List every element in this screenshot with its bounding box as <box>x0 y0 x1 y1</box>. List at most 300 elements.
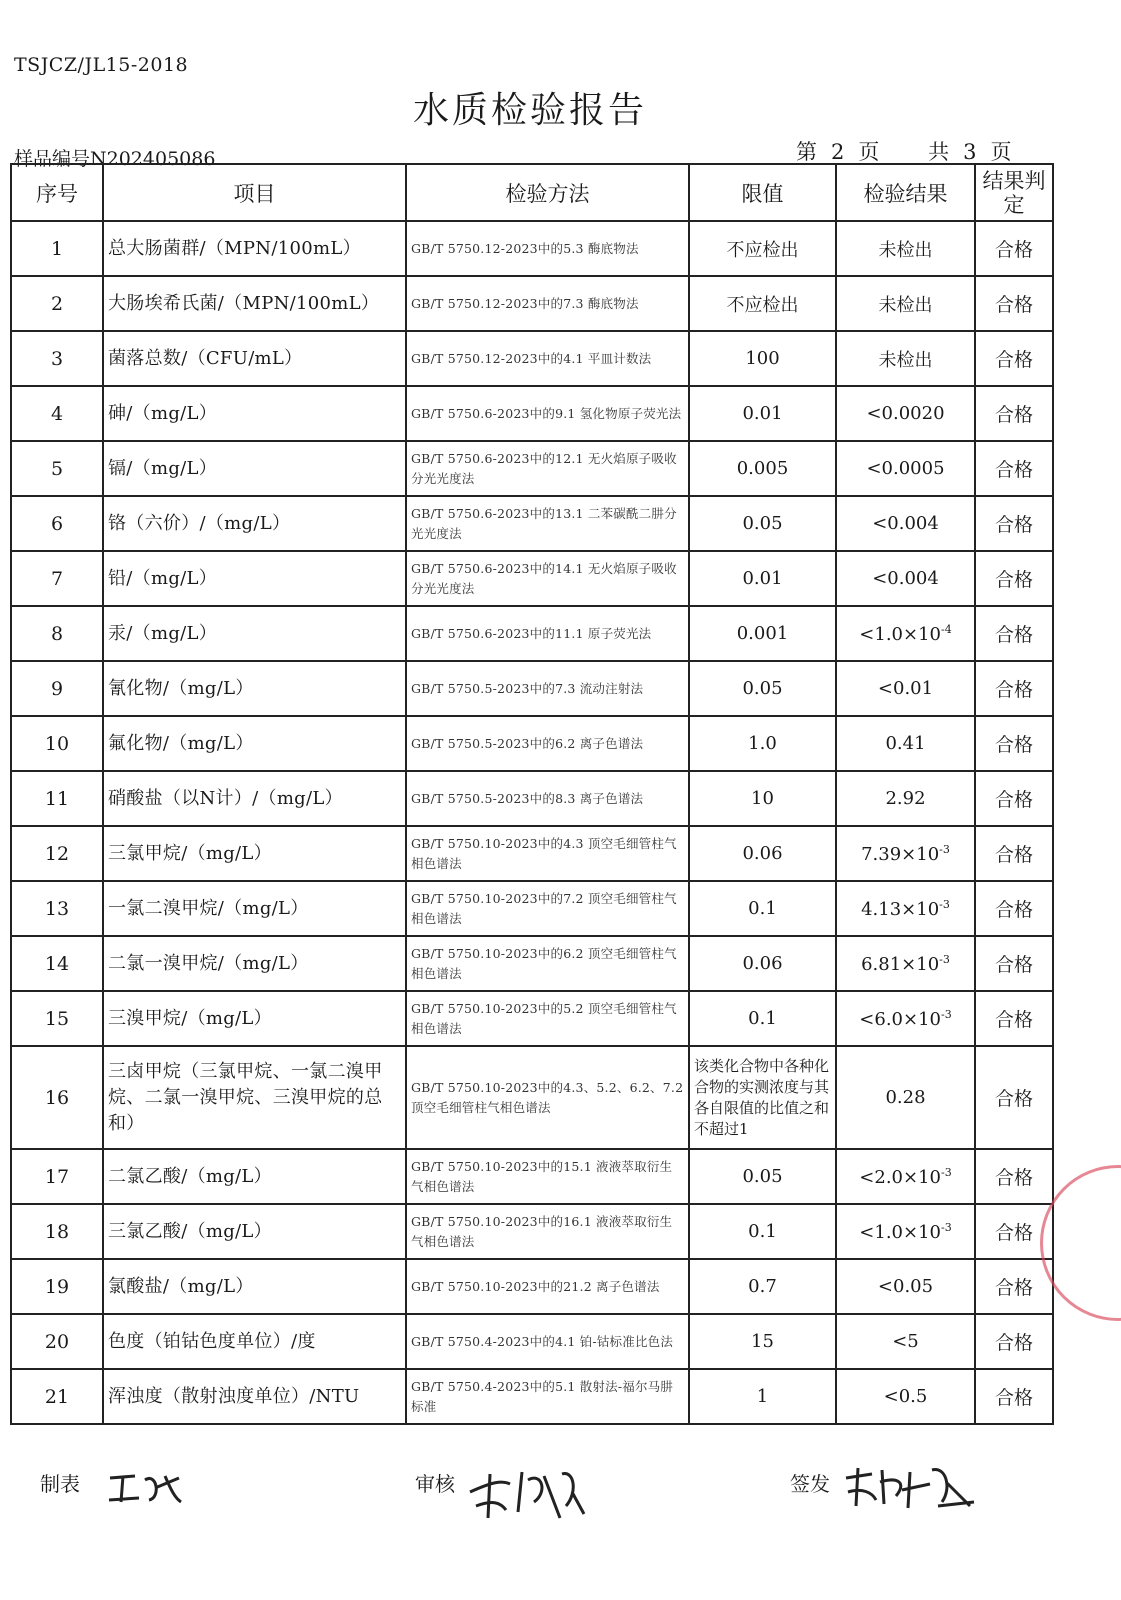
row-number-text: 6 <box>50 512 64 535</box>
row-item <box>103 386 406 441</box>
row-judge <box>975 386 1053 441</box>
row-method <box>406 1204 689 1259</box>
row-result-text: 0.28 <box>885 1087 926 1108</box>
row-item-text: 氟化物/（mg/L） <box>108 732 254 754</box>
row-judge-text: 合格 <box>994 1277 1033 1299</box>
issued-signature <box>842 1462 978 1512</box>
row-item <box>103 1149 406 1204</box>
row-limit <box>689 881 836 936</box>
row-method <box>406 496 689 551</box>
report-table <box>10 163 1054 1425</box>
row-judge-text: 合格 <box>994 899 1033 921</box>
row-judge-text: 合格 <box>994 459 1033 481</box>
row-judge <box>975 496 1053 551</box>
result-exponent: -3 <box>939 897 950 911</box>
row-result-text: <5 <box>892 1331 919 1352</box>
row-method-text: GB/T 5750.12-2023中的4.1 平皿计数法 <box>411 350 652 366</box>
table-row <box>11 771 1053 826</box>
row-limit-text: 0.001 <box>736 623 789 644</box>
row-judge <box>975 1314 1053 1369</box>
row-number-text: 12 <box>44 842 70 865</box>
row-method <box>406 606 689 661</box>
table-row <box>11 276 1053 331</box>
table-row <box>11 936 1053 991</box>
header-method: 检验方法 <box>406 164 689 221</box>
row-limit-text: 0.7 <box>748 1276 777 1297</box>
row-judge-text: 合格 <box>994 404 1033 426</box>
row-number-text: 8 <box>50 622 64 645</box>
row-item <box>103 771 406 826</box>
row-method <box>406 716 689 771</box>
row-item-text: 三卤甲烷（三氯甲烷、一氯二溴甲烷、二氯一溴甲烷、三溴甲烷的总和） <box>108 1060 383 1134</box>
row-item <box>103 1259 406 1314</box>
row-item <box>103 826 406 881</box>
row-result <box>836 1204 975 1259</box>
table-row <box>11 386 1053 441</box>
row-judge-text: 合格 <box>994 734 1033 756</box>
row-judge-text: 合格 <box>994 1387 1033 1409</box>
row-result <box>836 441 975 496</box>
row-limit <box>689 661 836 716</box>
row-number <box>11 551 103 606</box>
row-method-text: GB/T 5750.10-2023中的16.1 液液萃取衍生气相色谱法 <box>411 1213 673 1249</box>
table-row <box>11 221 1053 276</box>
row-number-text: 17 <box>44 1165 70 1188</box>
row-result <box>836 1314 975 1369</box>
row-number <box>11 1259 103 1314</box>
page-unit: 页 <box>858 140 882 164</box>
row-limit-text: 10 <box>751 788 774 809</box>
row-judge-text: 合格 <box>994 679 1033 701</box>
row-limit <box>689 276 836 331</box>
row-item-text: 铅/（mg/L） <box>108 567 218 589</box>
row-item-text: 氯酸盐/（mg/L） <box>108 1275 254 1297</box>
row-result <box>836 1369 975 1424</box>
table-row <box>11 1204 1053 1259</box>
row-result <box>836 331 975 386</box>
row-number-text: 7 <box>50 567 64 590</box>
row-item <box>103 1046 406 1149</box>
row-limit-text: 0.05 <box>742 678 783 699</box>
row-item-text: 大肠埃希氏菌/（MPN/100mL） <box>108 292 380 314</box>
row-judge-text: 合格 <box>994 1167 1033 1189</box>
row-number-text: 11 <box>44 787 70 810</box>
row-method <box>406 1149 689 1204</box>
row-limit-text: 0.05 <box>742 1166 783 1187</box>
row-method-text: GB/T 5750.6-2023中的9.1 氢化物原子荧光法 <box>411 405 682 421</box>
row-judge <box>975 221 1053 276</box>
table-row <box>11 551 1053 606</box>
row-limit-text: 1.0 <box>748 733 777 754</box>
row-result-text: 6.81×10 <box>861 953 940 975</box>
row-limit-text: 0.01 <box>742 403 783 424</box>
row-number <box>11 1046 103 1149</box>
table-row <box>11 1314 1053 1369</box>
row-result <box>836 1149 975 1204</box>
row-method <box>406 1369 689 1424</box>
page-total-label: 共 <box>928 140 952 164</box>
row-judge <box>975 826 1053 881</box>
table-row <box>11 331 1053 386</box>
row-number <box>11 221 103 276</box>
row-limit-text: 0.1 <box>748 1221 777 1242</box>
row-result-text: <0.05 <box>877 1276 934 1297</box>
table-row <box>11 1046 1053 1149</box>
row-result-text: <0.5 <box>883 1386 928 1407</box>
row-judge <box>975 716 1053 771</box>
row-number-text: 1 <box>50 237 64 260</box>
row-limit-text: 0.06 <box>742 843 783 864</box>
row-number-text: 2 <box>50 292 64 315</box>
row-limit <box>689 386 836 441</box>
row-method <box>406 386 689 441</box>
row-judge <box>975 1149 1053 1204</box>
row-item-text: 二氯一溴甲烷/（mg/L） <box>108 952 309 974</box>
row-judge <box>975 331 1053 386</box>
row-method-text: GB/T 5750.4-2023中的5.1 散射法-福尔马肼标准 <box>411 1378 674 1414</box>
row-limit <box>689 331 836 386</box>
row-method <box>406 221 689 276</box>
row-number <box>11 441 103 496</box>
row-judge <box>975 441 1053 496</box>
row-judge <box>975 881 1053 936</box>
row-judge-text: 合格 <box>994 789 1033 811</box>
row-limit-text: 0.06 <box>742 953 783 974</box>
row-number <box>11 496 103 551</box>
result-exponent: -3 <box>939 952 950 966</box>
row-method <box>406 276 689 331</box>
row-judge-text: 合格 <box>994 1332 1033 1354</box>
prepared-label: 制表 <box>40 1472 80 1496</box>
table-row <box>11 606 1053 661</box>
row-limit-text: 0.01 <box>742 568 783 589</box>
row-limit-text: 0.05 <box>742 513 783 534</box>
row-number-text: 18 <box>44 1220 70 1243</box>
row-result <box>836 936 975 991</box>
row-judge <box>975 771 1053 826</box>
row-number <box>11 1149 103 1204</box>
row-number-text: 19 <box>44 1275 70 1298</box>
row-number <box>11 991 103 1046</box>
row-number <box>11 826 103 881</box>
row-limit <box>689 936 836 991</box>
row-number-text: 15 <box>44 1007 70 1030</box>
row-judge <box>975 936 1053 991</box>
row-number-text: 4 <box>50 402 64 425</box>
row-judge <box>975 661 1053 716</box>
row-result-text: <0.004 <box>872 568 939 589</box>
row-item <box>103 551 406 606</box>
row-item-text: 砷/（mg/L） <box>108 402 218 424</box>
row-number <box>11 276 103 331</box>
row-number-text: 16 <box>44 1086 70 1109</box>
row-result-text: <1.0×10 <box>859 623 941 645</box>
row-item <box>103 331 406 386</box>
row-number <box>11 1204 103 1259</box>
table-row <box>11 496 1053 551</box>
row-result <box>836 606 975 661</box>
row-result <box>836 386 975 441</box>
row-result-text: <0.0020 <box>866 403 945 424</box>
row-limit-text: 15 <box>751 1331 774 1352</box>
row-limit-text: 该类化合物中各种化合物的实测浓度与其各自限值的比值之和不超过1 <box>694 1056 830 1138</box>
row-item-text: 铬（六价）/（mg/L） <box>108 512 291 534</box>
result-exponent: -3 <box>939 842 950 856</box>
header-result: 检验结果 <box>836 164 975 221</box>
result-exponent: -3 <box>940 1220 952 1234</box>
row-result-text: <1.0×10 <box>859 1221 941 1243</box>
sample-number: 样品编号N202405086 <box>14 148 216 170</box>
row-result-text: <0.0005 <box>866 458 945 479</box>
table-row <box>11 441 1053 496</box>
row-number <box>11 661 103 716</box>
table-row <box>11 826 1053 881</box>
row-item <box>103 991 406 1046</box>
row-limit <box>689 441 836 496</box>
row-result-text: 未检出 <box>878 294 933 316</box>
table-row <box>11 1369 1053 1424</box>
table-row <box>11 716 1053 771</box>
result-exponent: -4 <box>940 622 952 636</box>
row-limit-text: 1 <box>756 1386 769 1407</box>
row-method-text: GB/T 5750.5-2023中的8.3 离子色谱法 <box>411 790 644 806</box>
result-exponent: -3 <box>940 1165 952 1179</box>
row-item <box>103 1314 406 1369</box>
row-limit <box>689 826 836 881</box>
row-item-text: 二氯乙酸/（mg/L） <box>108 1165 272 1187</box>
document-code: TSJCZ/JL15-2018 <box>14 54 189 76</box>
header-judge: 结果判定 <box>975 164 1053 221</box>
row-result <box>836 276 975 331</box>
table-row <box>11 991 1053 1046</box>
row-number <box>11 771 103 826</box>
table-row <box>11 1149 1053 1204</box>
table-row <box>11 1259 1053 1314</box>
row-limit <box>689 1314 836 1369</box>
row-item <box>103 221 406 276</box>
row-item-text: 硝酸盐（以N计）/（mg/L） <box>108 787 343 809</box>
row-method <box>406 551 689 606</box>
row-method-text: GB/T 5750.10-2023中的4.3 顶空毛细管柱气相色谱法 <box>411 835 677 871</box>
row-method <box>406 771 689 826</box>
row-item <box>103 936 406 991</box>
result-exponent: -3 <box>940 1007 952 1021</box>
row-item <box>103 881 406 936</box>
row-result <box>836 881 975 936</box>
row-limit <box>689 606 836 661</box>
row-limit <box>689 716 836 771</box>
row-judge <box>975 1369 1053 1424</box>
row-method <box>406 1314 689 1369</box>
row-number <box>11 936 103 991</box>
row-limit <box>689 991 836 1046</box>
row-method-text: GB/T 5750.4-2023中的4.1 铂-钴标准比色法 <box>411 1333 674 1349</box>
row-judge <box>975 551 1053 606</box>
prepared-signature <box>105 1468 185 1508</box>
row-judge-text: 合格 <box>994 294 1033 316</box>
row-limit <box>689 551 836 606</box>
row-judge <box>975 1259 1053 1314</box>
row-number-text: 10 <box>44 732 70 755</box>
row-item-text: 三氯乙酸/（mg/L） <box>108 1220 272 1242</box>
row-limit <box>689 1149 836 1204</box>
row-method-text: GB/T 5750.10-2023中的5.2 顶空毛细管柱气相色谱法 <box>411 1000 677 1036</box>
row-method <box>406 991 689 1046</box>
reviewed-signature <box>462 1462 592 1524</box>
row-result <box>836 991 975 1046</box>
row-method-text: GB/T 5750.5-2023中的7.3 流动注射法 <box>411 680 644 696</box>
row-method-text: GB/T 5750.12-2023中的7.3 酶底物法 <box>411 295 639 311</box>
row-judge-text: 合格 <box>994 349 1033 371</box>
row-method-text: GB/T 5750.6-2023中的12.1 无火焰原子吸收分光光度法 <box>411 450 677 486</box>
row-limit <box>689 221 836 276</box>
row-number <box>11 1369 103 1424</box>
row-result <box>836 716 975 771</box>
row-method-text: GB/T 5750.6-2023中的11.1 原子荧光法 <box>411 625 652 641</box>
row-judge-text: 合格 <box>994 1009 1033 1031</box>
row-judge-text: 合格 <box>994 844 1033 866</box>
row-result <box>836 496 975 551</box>
row-item <box>103 661 406 716</box>
row-result-text: <6.0×10 <box>859 1008 941 1030</box>
page-total: 3 <box>963 140 979 164</box>
page-total-unit: 页 <box>990 140 1014 164</box>
row-method <box>406 936 689 991</box>
row-result-text: 4.13×10 <box>861 898 940 920</box>
row-method-text: GB/T 5750.6-2023中的13.1 二苯碳酰二肼分光光度法 <box>411 505 677 541</box>
row-judge-text: 合格 <box>994 514 1033 536</box>
row-result-text: 未检出 <box>878 349 933 371</box>
row-number <box>11 716 103 771</box>
page-info <box>790 136 1019 166</box>
row-judge <box>975 276 1053 331</box>
row-item-text: 三溴甲烷/（mg/L） <box>108 1007 272 1029</box>
row-judge-text: 合格 <box>994 239 1033 261</box>
row-limit-text: 0.005 <box>736 458 789 479</box>
row-method <box>406 881 689 936</box>
row-method <box>406 1259 689 1314</box>
row-limit-text: 0.1 <box>748 898 777 919</box>
row-number <box>11 1314 103 1369</box>
header-item: 项目 <box>103 164 406 221</box>
row-limit <box>689 1204 836 1259</box>
row-judge <box>975 991 1053 1046</box>
row-limit <box>689 1259 836 1314</box>
row-limit-text: 0.1 <box>748 1008 777 1029</box>
row-item <box>103 441 406 496</box>
row-item <box>103 276 406 331</box>
page-label: 第 <box>796 140 819 164</box>
row-judge-text: 合格 <box>994 954 1033 976</box>
row-result <box>836 1259 975 1314</box>
row-limit-text: 不应检出 <box>726 239 799 261</box>
row-item-text: 汞/（mg/L） <box>108 622 218 644</box>
row-judge <box>975 606 1053 661</box>
row-number <box>11 386 103 441</box>
reviewed-label: 审核 <box>415 1472 455 1496</box>
row-result <box>836 1046 975 1149</box>
row-item-text: 镉/（mg/L） <box>108 457 218 479</box>
row-result <box>836 551 975 606</box>
row-result-text: <0.01 <box>877 678 934 699</box>
row-result <box>836 826 975 881</box>
row-item-text: 总大肠菌群/（MPN/100mL） <box>108 237 361 259</box>
row-method-text: GB/T 5750.10-2023中的7.2 顶空毛细管柱气相色谱法 <box>411 890 677 926</box>
row-limit-text: 不应检出 <box>726 294 799 316</box>
row-judge-text: 合格 <box>994 569 1033 591</box>
row-item-text: 菌落总数/（CFU/mL） <box>108 347 303 369</box>
row-method-text: GB/T 5750.10-2023中的4.3、5.2、6.2、7.2 顶空毛细管柱气相色谱法 <box>411 1079 684 1115</box>
row-method <box>406 331 689 386</box>
row-method-text: GB/T 5750.12-2023中的5.3 酶底物法 <box>411 240 639 256</box>
row-method <box>406 441 689 496</box>
row-number-text: 3 <box>50 347 64 370</box>
row-number <box>11 881 103 936</box>
row-number <box>11 606 103 661</box>
table-row <box>11 881 1053 936</box>
row-number <box>11 331 103 386</box>
row-item <box>103 1204 406 1259</box>
row-method-text: GB/T 5750.10-2023中的21.2 离子色谱法 <box>411 1278 660 1294</box>
row-item <box>103 1369 406 1424</box>
row-item-text: 一氯二溴甲烷/（mg/L） <box>108 897 309 919</box>
issued-label: 签发 <box>790 1472 830 1496</box>
row-number-text: 5 <box>50 457 64 480</box>
row-limit <box>689 771 836 826</box>
row-method-text: GB/T 5750.10-2023中的6.2 顶空毛细管柱气相色谱法 <box>411 945 677 981</box>
row-number-text: 20 <box>44 1330 70 1353</box>
row-judge-text: 合格 <box>994 1088 1033 1110</box>
row-method <box>406 1046 689 1149</box>
row-method-text: GB/T 5750.10-2023中的15.1 液液萃取衍生气相色谱法 <box>411 1158 673 1194</box>
row-result <box>836 661 975 716</box>
row-limit <box>689 1046 836 1149</box>
row-method-text: GB/T 5750.6-2023中的14.1 无火焰原子吸收分光光度法 <box>411 560 677 596</box>
row-judge-text: 合格 <box>994 624 1033 646</box>
row-result <box>836 221 975 276</box>
header-limit: 限值 <box>689 164 836 221</box>
row-method <box>406 826 689 881</box>
row-number-text: 14 <box>44 952 70 975</box>
row-item-text: 三氯甲烷/（mg/L） <box>108 842 272 864</box>
row-item <box>103 496 406 551</box>
row-result-text: 2.92 <box>885 788 926 809</box>
row-result-text: 0.41 <box>885 733 926 754</box>
report-title: 水质检验报告 <box>412 90 647 131</box>
row-judge <box>975 1046 1053 1149</box>
row-item-text: 氰化物/（mg/L） <box>108 677 254 699</box>
table-row <box>11 661 1053 716</box>
row-method <box>406 661 689 716</box>
header-no: 序号 <box>11 164 103 221</box>
row-item-text: 色度（铂钴色度单位）/度 <box>108 1330 316 1352</box>
row-method-text: GB/T 5750.5-2023中的6.2 离子色谱法 <box>411 735 644 751</box>
row-item <box>103 716 406 771</box>
row-item-text: 浑浊度（散射浊度单位）/NTU <box>108 1385 360 1407</box>
page-current: 2 <box>831 140 847 164</box>
table-header-row <box>11 164 1053 221</box>
row-limit <box>689 1369 836 1424</box>
row-result-text: 7.39×10 <box>861 843 940 865</box>
row-limit-text: 100 <box>745 348 780 369</box>
row-result-text: 未检出 <box>878 239 933 261</box>
row-limit <box>689 496 836 551</box>
row-result-text: <2.0×10 <box>859 1166 941 1188</box>
row-number-text: 9 <box>50 677 64 700</box>
row-judge-text: 合格 <box>994 1222 1033 1244</box>
row-number-text: 13 <box>44 897 70 920</box>
row-result-text: <0.004 <box>872 513 939 534</box>
